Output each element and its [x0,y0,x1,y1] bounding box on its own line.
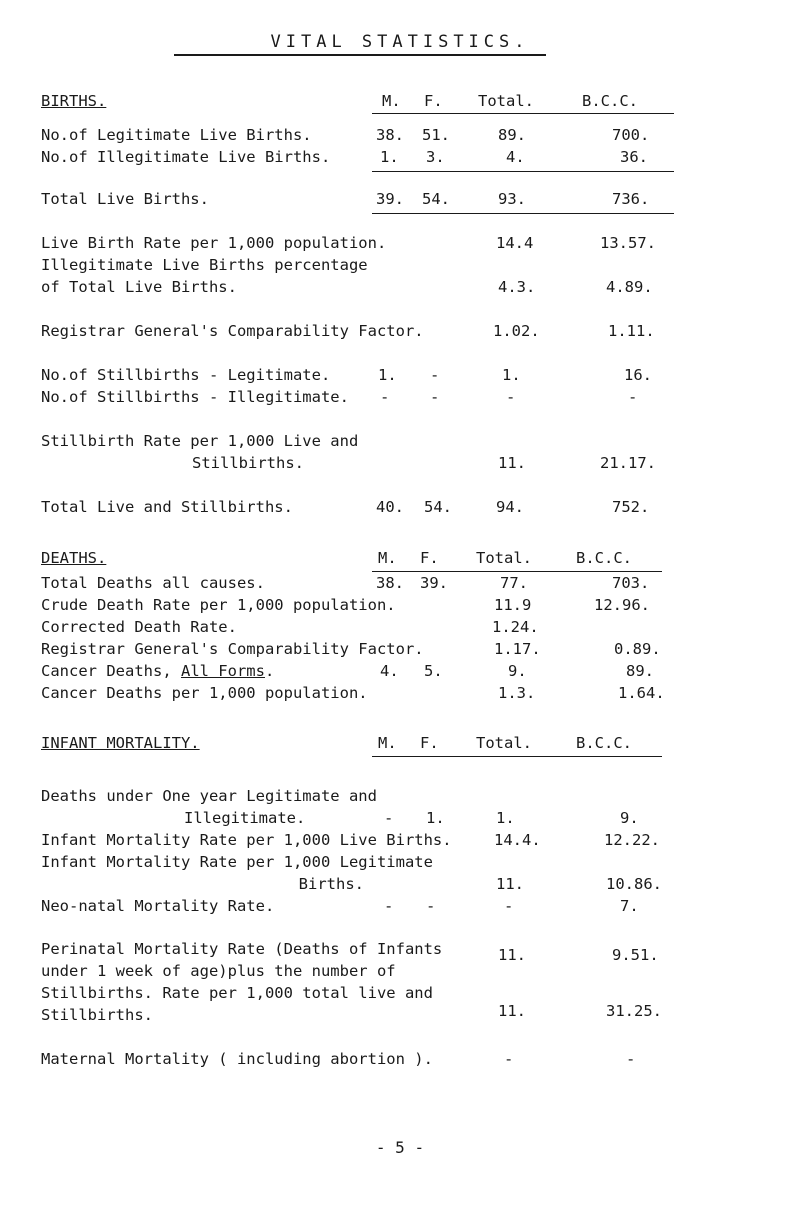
cell-bcc: 9. [620,809,639,827]
col-f: F. [420,549,439,567]
cell-total: 11. [496,875,524,893]
cell-bcc: 12.96. [594,596,650,614]
row-label: Registrar General's Comparability Factor. [41,322,424,340]
cell-m: 38. [376,574,404,592]
row-label: of Total Live Births. [41,278,237,296]
cell-m: - [384,809,394,827]
cell-f: 1. [426,809,445,827]
cell-f: 51. [422,126,450,144]
cell-total: 93. [498,190,526,208]
cell-total: 11. [498,946,526,964]
cell-bcc: 1.11. [608,322,655,340]
table-row [0,388,800,410]
table-row [0,984,800,1006]
table-row [0,234,800,256]
cell-bcc: 16. [624,366,652,384]
table-row [0,454,800,476]
row-label: No.of Legitimate Live Births. [41,126,312,144]
table-row [0,278,800,300]
cell-bcc: 700. [612,126,650,144]
row-label: Neo-natal Mortality Rate. [41,897,275,915]
cell-total: 14.4. [494,831,541,849]
cell-total: 11. [498,1002,526,1020]
deaths-header-rule [372,571,662,572]
table-row [0,574,800,596]
row-label: Infant Mortality Rate per 1,000 Live Births. [41,831,452,849]
cell-bcc: 9.51. [612,946,659,964]
table-row [0,640,800,662]
cell-bcc: 36. [620,148,648,166]
row-label: Maternal Mortality ( including abortion ). [41,1050,433,1068]
cell-total: 11.9 [494,596,532,614]
table-row [0,1050,800,1072]
label-underlined: All Forms [180,662,265,680]
table-row [0,366,800,388]
cell-m: 1. [378,366,397,384]
row-label: No.of Illegitimate Live Births. [41,148,331,166]
row-label: Births. [298,875,364,893]
cell-total: 1.02. [493,322,540,340]
cell-m: 1. [380,148,399,166]
cell-total: 1. [502,366,521,384]
row-label [41,662,274,680]
deaths-header-row [0,549,800,571]
col-m: M. [378,734,397,752]
births-header-row [0,92,800,114]
cell-f: 5. [424,662,443,680]
cell-bcc: 703. [612,574,650,592]
cell-f: - [426,897,436,915]
row-label: Deaths under One year Legitimate and [41,787,377,805]
cell-total: 4. [506,148,525,166]
cell-bcc: 13.57. [600,234,656,252]
col-bcc: B.C.C. [576,734,632,752]
row-label: Total Live and Stillbirths. [41,498,293,516]
table-row [0,897,800,919]
table-row [0,432,800,454]
row-label: Stillbirths. [192,454,304,472]
table-row [0,1002,800,1028]
cell-m: - [380,388,390,406]
cell-total: 14.4 [496,234,534,252]
col-m: M. [378,549,397,567]
row-label: Stillbirths. Rate per 1,000 total live and [41,984,433,1002]
births-heading: BIRTHS. [41,92,107,110]
cell-m: 4. [380,662,399,680]
row-label: Stillbirth Rate per 1,000 Live and [41,432,359,450]
cell-f: 39. [420,574,448,592]
infant-header-rule [372,756,662,757]
cell-bcc: 4.89. [606,278,653,296]
row-label: Stillbirths. [41,1006,153,1024]
cell-f: - [430,388,440,406]
cell-bcc: 12.22. [604,831,660,849]
table-row [0,940,800,962]
cell-bcc: - [628,388,638,406]
cell-m: 40. [376,498,404,516]
col-total: Total. [478,92,534,110]
row-label: Perinatal Mortality Rate (Deaths of Infants [41,940,443,958]
cell-m: 38. [376,126,404,144]
cell-bcc: 752. [612,498,650,516]
cell-total: 77. [500,574,528,592]
table-row [0,662,800,684]
col-total: Total. [476,549,532,567]
cell-f: - [430,366,440,384]
table-row [0,190,800,212]
cell-f: 3. [426,148,445,166]
table-row [0,787,800,809]
cell-total: - [504,1050,514,1068]
page-title: VITAL STATISTICS. [270,32,530,52]
title-underline [174,54,546,56]
cell-total: 4.3. [498,278,536,296]
births-header-rule [372,113,674,114]
cell-bcc: 21.17. [600,454,656,472]
col-total: Total. [476,734,532,752]
births-subtotal-rule [372,171,674,172]
row-label: under 1 week of age)plus the number of [41,962,396,980]
row-label: Total Deaths all causes. [41,574,265,592]
row-label: No.of Stillbirths - Legitimate. [41,366,331,384]
table-row [0,853,800,875]
table-row [0,148,800,170]
cell-bcc: 7. [620,897,639,915]
table-row [0,596,800,618]
cell-total: 9. [508,662,527,680]
table-row [0,498,800,520]
row-label: Corrected Death Rate. [41,618,237,636]
table-row [0,831,800,853]
table-row [0,322,800,344]
table-row [0,809,800,831]
cell-total: 1.3. [498,684,536,702]
row-label: Registrar General's Comparability Factor. [41,640,424,658]
cell-total: 1.24. [492,618,539,636]
cell-bcc: 10.86. [606,875,662,893]
col-bcc: B.C.C. [582,92,638,110]
cell-total: 94. [496,498,524,516]
label-part: Cancer Deaths, [41,662,181,680]
cell-total: 89. [498,126,526,144]
cell-f: 54. [424,498,452,516]
cell-bcc: 89. [626,662,654,680]
cell-total: 1.17. [494,640,541,658]
col-bcc: B.C.C. [576,549,632,567]
row-label: Illegitimate Live Births percentage [41,256,368,274]
row-label: Total Live Births. [41,190,209,208]
page-number: - 5 - [375,1138,425,1157]
col-f: F. [420,734,439,752]
col-m: M. [382,92,401,110]
table-row [0,126,800,148]
cell-total: - [504,897,514,915]
infant-heading: INFANT MORTALITY. [41,734,200,752]
cell-f: 54. [422,190,450,208]
row-label: Live Birth Rate per 1,000 population. [41,234,387,252]
cell-bcc: 31.25. [606,1002,662,1020]
infant-header-row [0,734,800,756]
label-part: . [264,662,275,680]
cell-bcc: 736. [612,190,650,208]
row-label: Illegitimate. [184,809,306,827]
deaths-heading: DEATHS. [41,549,107,567]
table-row [0,256,800,278]
row-label: Cancer Deaths per 1,000 population. [41,684,368,702]
col-f: F. [424,92,443,110]
row-label: No.of Stillbirths - Illegitimate. [41,388,349,406]
table-row [0,684,800,706]
cell-total: 1. [496,809,515,827]
cell-m: - [384,897,394,915]
births-total-rule [372,213,674,214]
cell-bcc: 0.89. [614,640,661,658]
cell-m: 39. [376,190,404,208]
cell-bcc: 1.64. [618,684,665,702]
table-row [0,618,800,640]
cell-bcc: - [626,1050,636,1068]
table-row [0,875,800,897]
table-row [0,962,800,984]
cell-total: - [506,388,516,406]
row-label: Crude Death Rate per 1,000 population. [41,596,396,614]
row-label: Infant Mortality Rate per 1,000 Legitimate [41,853,433,871]
cell-total: 11. [498,454,526,472]
